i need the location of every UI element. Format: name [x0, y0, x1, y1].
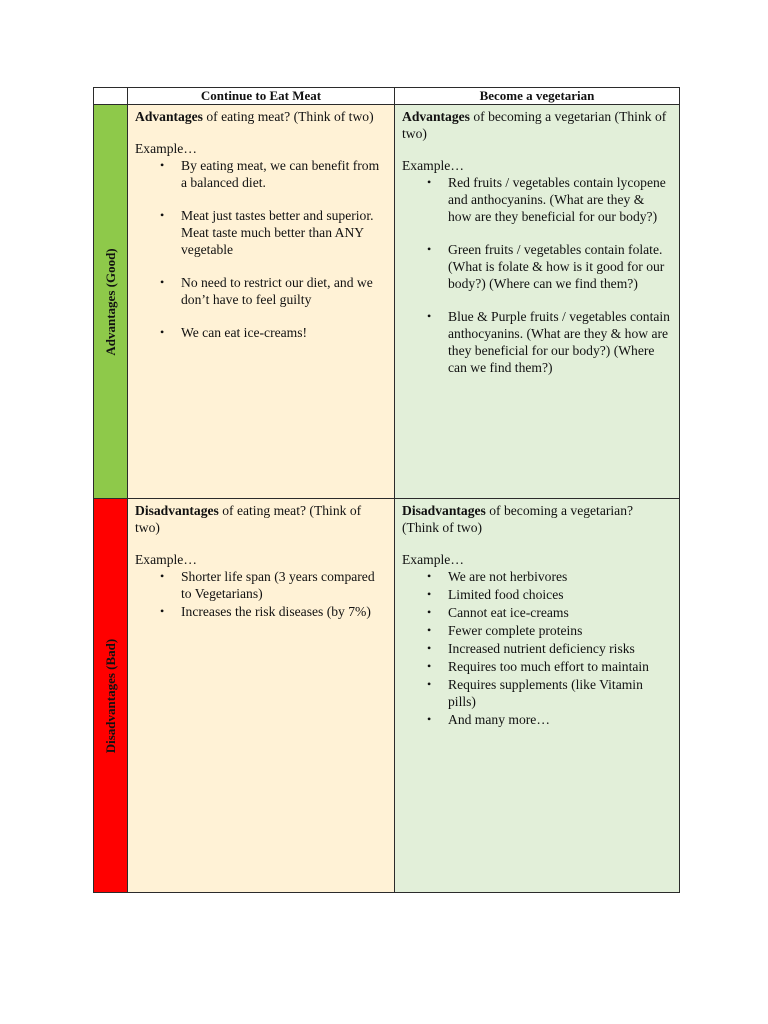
- bullet-icon: •: [427, 242, 432, 256]
- list-item: [402, 658, 671, 675]
- prompt-bold-word: Disadvantages: [135, 503, 219, 518]
- prompt-bold-word: Disadvantages: [402, 503, 486, 518]
- disadvantages-meat-prompt: [135, 502, 386, 536]
- prompt-bold-word: Advantages: [402, 109, 470, 124]
- disadvantages-veg-list: [402, 568, 671, 728]
- bullet-icon: •: [427, 659, 432, 673]
- disadvantages-row-label: Disadvantages (Bad): [102, 638, 118, 753]
- comparison-table: [93, 87, 680, 893]
- bullet-icon: •: [427, 569, 432, 583]
- advantages-side-cell: [94, 105, 128, 499]
- prompt-bold-word: Advantages: [135, 109, 203, 124]
- bullet-icon: •: [427, 309, 432, 323]
- table-header-row: [94, 88, 680, 105]
- list-item: [135, 324, 386, 341]
- bullet-icon: •: [160, 275, 165, 289]
- list-item-text: Green fruits / vegetables contain folate. (What is folate & how is it good for our body?) (Where can we find them?): [448, 242, 665, 291]
- list-item-text: Requires supplements (like Vitamin pills): [448, 677, 643, 709]
- advantages-veg-cell: [395, 105, 680, 499]
- prompt-text: of becoming a vegetarian (Think of two): [402, 109, 667, 141]
- bullet-icon: •: [427, 175, 432, 189]
- list-item: [135, 157, 386, 191]
- list-item-text: We can eat ice-creams!: [181, 325, 308, 340]
- list-item: [402, 241, 671, 292]
- advantages-veg-prompt: [402, 108, 671, 142]
- list-item: [135, 207, 386, 258]
- list-item-text: By eating meat, we can benefit from a balanced diet.: [181, 158, 380, 190]
- disadvantages-veg-cell: [395, 499, 680, 893]
- list-item: [402, 586, 671, 603]
- list-item: [135, 568, 386, 602]
- list-item-text: Requires too much effort to maintain: [448, 659, 649, 674]
- list-item: [402, 711, 671, 728]
- list-item: [402, 640, 671, 657]
- list-item-text: No need to restrict our diet, and we don’t have to feel guilty: [181, 275, 373, 307]
- prompt-text: of eating meat? (Think of two): [202, 109, 374, 124]
- disadvantages-meat-list: [135, 568, 386, 620]
- list-item-text: We are not herbivores: [448, 569, 568, 584]
- advantages-meat-list: [135, 157, 386, 341]
- list-item-text: Red fruits / vegetables contain lycopene and anthocyanins. (What are they & how are they beneficial for our body?): [448, 175, 666, 224]
- list-item: [402, 308, 671, 376]
- column-header-vegetarian: Become a vegetarian: [395, 88, 680, 105]
- example-label: Example…: [135, 141, 197, 156]
- advantages-row-label: Advantages (Good): [102, 247, 118, 356]
- example-label: Example…: [402, 158, 464, 173]
- advantages-meat-cell: [128, 105, 395, 499]
- bullet-icon: •: [160, 604, 165, 618]
- advantages-meat-prompt: [135, 108, 386, 125]
- bullet-icon: •: [427, 712, 432, 726]
- bullet-icon: •: [427, 677, 432, 691]
- list-item-text: Meat just tastes better and superior. Meat taste much better than ANY vegetable: [181, 208, 374, 257]
- disadvantages-row: [94, 499, 680, 893]
- prompt-text: of eating meat? (Think of two): [135, 503, 362, 535]
- disadvantages-veg-prompt: [402, 502, 671, 536]
- prompt-text: of becoming a vegetarian? (Think of two): [402, 503, 634, 535]
- bullet-icon: •: [427, 641, 432, 655]
- list-item: [135, 274, 386, 308]
- list-item-text: Fewer complete proteins: [448, 623, 583, 638]
- list-item: [402, 568, 671, 585]
- example-label: Example…: [402, 552, 464, 567]
- list-item: [402, 604, 671, 621]
- bullet-icon: •: [427, 587, 432, 601]
- bullet-icon: •: [160, 325, 165, 339]
- disadvantages-side-cell: [94, 499, 128, 893]
- bullet-icon: •: [160, 569, 165, 583]
- bullet-icon: •: [160, 208, 165, 222]
- advantages-row: [94, 105, 680, 499]
- list-item: [402, 622, 671, 639]
- list-item: [402, 676, 671, 710]
- bullet-icon: •: [427, 623, 432, 637]
- list-item-text: Increased nutrient deficiency risks: [448, 641, 635, 656]
- bullet-icon: •: [427, 605, 432, 619]
- example-label: Example…: [135, 552, 197, 567]
- corner-cell: [94, 88, 128, 105]
- list-item-text: Increases the risk diseases (by 7%): [181, 604, 371, 619]
- list-item-text: Blue & Purple fruits / vegetables contain anthocyanins. (What are they & how are they beneficial for our body?) (Where can we find them?): [448, 309, 670, 375]
- list-item-text: And many more…: [448, 712, 550, 727]
- disadvantages-meat-cell: [128, 499, 395, 893]
- list-item-text: Limited food choices: [448, 587, 564, 602]
- advantages-veg-list: [402, 174, 671, 376]
- column-header-eat-meat: Continue to Eat Meat: [128, 88, 395, 105]
- list-item-text: Shorter life span (3 years compared to Vegetarians): [181, 569, 375, 601]
- list-item: [402, 174, 671, 225]
- list-item: [135, 603, 386, 620]
- list-item-text: Cannot eat ice-creams: [448, 605, 569, 620]
- bullet-icon: •: [160, 158, 165, 172]
